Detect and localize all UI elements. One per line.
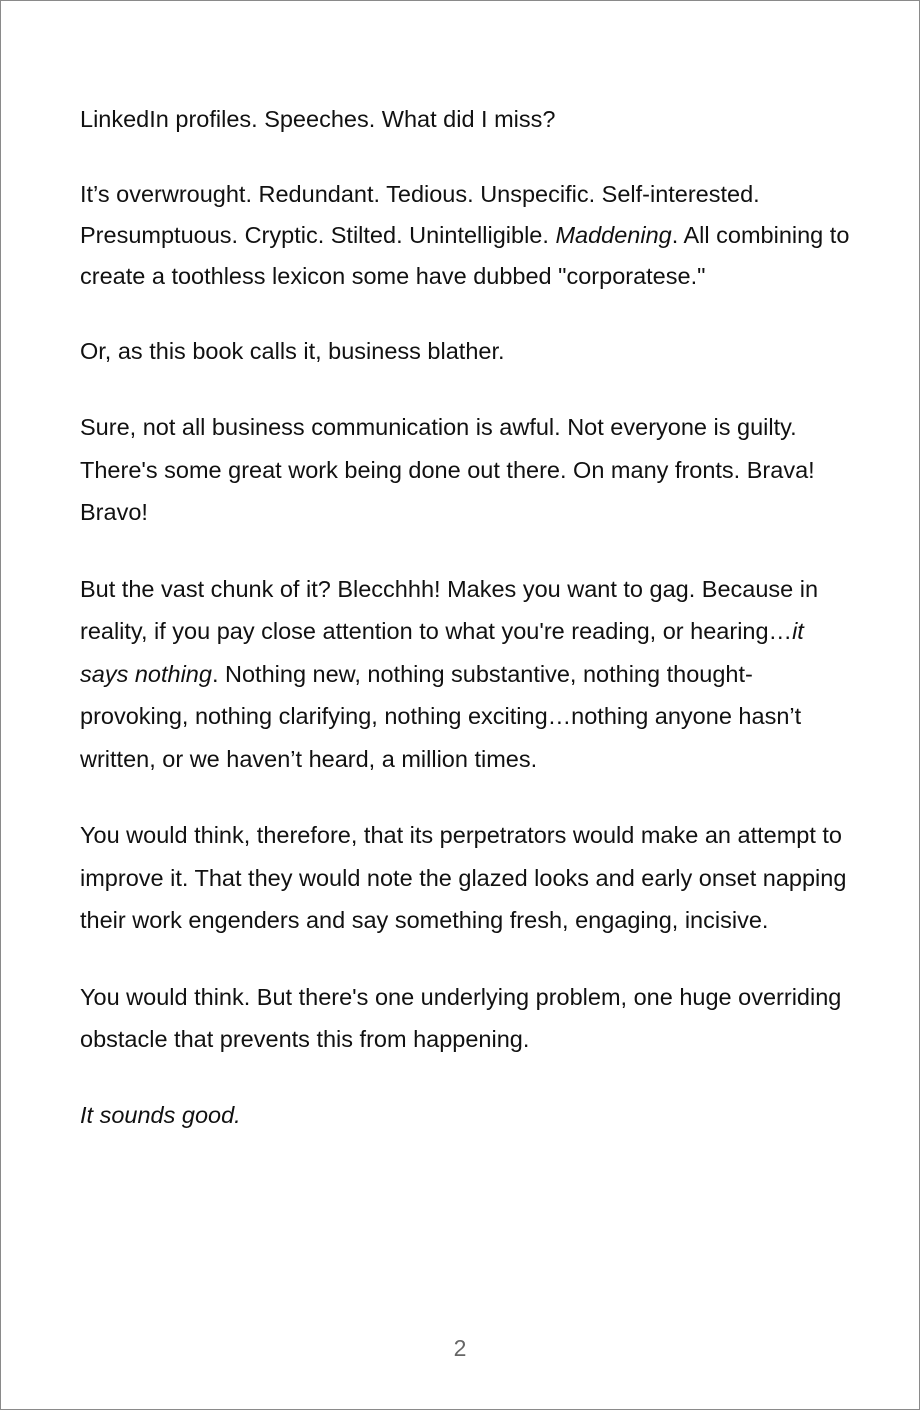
- paragraph-5-text-end: . Nothing new, nothing substantive, nothing thought-provoking, nothing clarifying, nothing exciting…nothing anyone hasn’t written, or we haven’t heard, a million times.: [80, 660, 802, 772]
- page-number: 2: [453, 1335, 467, 1361]
- page-body-text: [80, 99, 850, 1136]
- paragraph-2: [80, 174, 850, 297]
- paragraph-5: [80, 568, 850, 781]
- paragraph-8: It sounds good.: [80, 1101, 241, 1128]
- paragraph-2-text-start: It’s overwrought. Redundant. Tedious. Unspecific. Self-interested. Presumptuous. Cryptic. Stilted. Unintelligible.: [80, 181, 760, 248]
- paragraph-2-text-end: . All combining to create a toothless lexicon some have dubbed "corporatese.": [80, 222, 850, 289]
- paragraph-1: LinkedIn profiles. Speeches. What did I miss?: [80, 106, 556, 132]
- paragraph-5-text-start: But the vast chunk of it? Blecchhh! Makes you want to gag. Because in reality, if you pay close attention to what you're reading, or hearing…: [80, 575, 819, 644]
- paragraph-2-emphasis: Maddening: [555, 222, 672, 248]
- paragraph-7: You would think. But there's one underlying problem, one huge overriding obstacle that prevents this from happening.: [80, 983, 842, 1052]
- paragraph-6: You would think, therefore, that its perpetrators would make an attempt to improve it. That they would note the glazed looks and early onset napping their work engenders and say something fresh, engaging, incisive.: [80, 822, 847, 933]
- paragraph-5-emphasis: it says nothing: [80, 618, 804, 687]
- paragraph-4: Sure, not all business communication is awful. Not everyone is guilty. There's some great work being done out there. On many fronts. Brava! Bravo!: [80, 414, 815, 525]
- paragraph-3: Or, as this book calls it, business blather.: [80, 338, 505, 364]
